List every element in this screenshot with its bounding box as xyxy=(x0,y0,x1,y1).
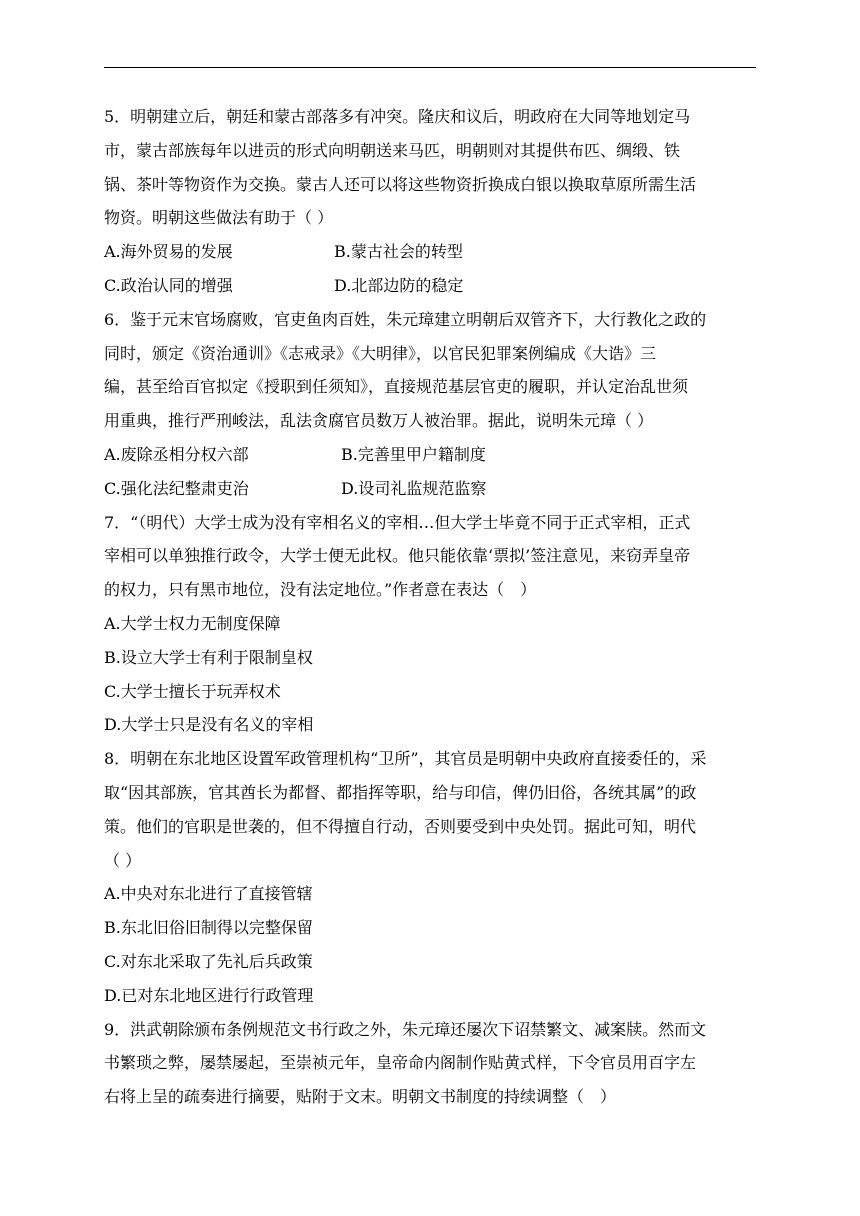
question-5-stem-line-4: 物资。明朝这些做法有助于（ ） xyxy=(104,208,334,228)
question-5-stem-line-1: 5．明朝建立后，朝廷和蒙古部落多有冲突。隆庆和议后，明政府在大同等地划定马 xyxy=(104,107,691,126)
question-6-option-d[interactable]: D.设司礼监规范监察 xyxy=(341,478,487,498)
question-5-option-c[interactable]: C.政治认同的增强 xyxy=(104,275,233,295)
question-7 xyxy=(104,506,756,743)
question-5-options-row-1 xyxy=(104,235,756,269)
question-6-options-row-2 xyxy=(104,472,756,506)
question-5-stem-line-3: 锅、茶叶等物资作为交换。蒙古人还可以将这些物资折换成白银以换取草原所需生活 xyxy=(104,174,697,194)
question-9 xyxy=(104,1013,756,1114)
question-5-option-b[interactable]: B.蒙古社会的转型 xyxy=(334,242,463,262)
question-5-stem-line-2: 市，蒙古部族每年以进贡的形式向明朝送来马匹，明朝则对其提供布匹、绸缎、铁 xyxy=(104,140,681,160)
question-6-stem-line-3: 编，甚至给百官拟定《授职到任须知》，直接规范基层官吏的履职，并认定治乱世须 xyxy=(104,377,689,397)
question-6-stem-line-4: 用重典，推行严刑峻法，乱法贪腐官员数万人被治罪。据此，说明朱元璋（ ） xyxy=(104,411,654,431)
question-7-stem-line-2: 宰相可以单独推行政令，大学士便无此权。他只能依靠‘票拟’签注意见，来窃弄皇帝 xyxy=(104,546,691,566)
question-6-stem-line-2: 同时，颁定《资治通训》《志戒录》《大明律》，以官民犯罪案例编成《大诰》三 xyxy=(104,343,657,363)
question-8-stem-line-1: 8．明朝在东北地区设置军政管理机构“卫所”，其官员是明朝中央政府直接委任的，采 xyxy=(104,749,707,769)
question-5-option-a[interactable]: A.海外贸易的发展 xyxy=(104,242,233,262)
question-8 xyxy=(104,742,756,1012)
question-6-option-c[interactable]: C.强化法纪整肃吏治 xyxy=(104,478,249,498)
question-7-option-d[interactable]: D.大学士只是没有名义的宰相 xyxy=(104,715,314,735)
question-8-stem-line-4: （ ） xyxy=(104,850,142,870)
question-8-stem-line-3: 策。他们的官职是世袭的，但不得擅自行动，否则要受到中央处罚。据此可知，明代 xyxy=(104,816,697,836)
question-9-stem-line-3: 右将上呈的疏奏进行摘要，贴附于文末。明朝文书制度的持续调整（ ） xyxy=(104,1087,617,1107)
question-6 xyxy=(104,303,756,506)
question-8-option-d[interactable]: D.已对东北地区进行行政管理 xyxy=(104,985,314,1005)
question-7-option-b[interactable]: B.设立大学士有利于限制皇权 xyxy=(104,647,313,667)
question-8-option-c[interactable]: C.对东北采取了先礼后兵政策 xyxy=(104,951,313,971)
question-5-option-d[interactable]: D.北部边防的稳定 xyxy=(334,275,464,295)
header-rule xyxy=(104,67,756,68)
question-5-options-row-2 xyxy=(104,269,756,303)
question-list xyxy=(104,100,756,1114)
question-8-stem-line-2: 取“因其部族，官其酋长为都督、都指挥等职，给与印信，俾仍旧俗，各统其属”的政 xyxy=(104,782,697,802)
question-6-options-row-1 xyxy=(104,438,756,472)
question-8-option-a[interactable]: A.中央对东北进行了直接管辖 xyxy=(104,884,313,904)
question-5 xyxy=(104,100,756,303)
question-7-stem-line-1: 7．“（明代）大学士成为没有宰相名义的宰相…但大学士毕竟不同于正式宰相，正式 xyxy=(104,512,691,532)
question-9-stem-line-1: 9．洪武朝除颁布条例规范文书行政之外，朱元璋还屡次下诏禁繁文、减案牍。然而文 xyxy=(104,1019,707,1039)
question-9-stem-line-2: 书繁琐之弊，屡禁屡起，至崇祯元年，皇帝命内阁制作贴黄式样，下令官员用百字左 xyxy=(104,1053,697,1073)
question-7-stem-line-3: 的权力，只有黑市地位，没有法定地位。”作者意在表达（ ） xyxy=(104,580,537,600)
question-6-option-a[interactable]: A.废除丞相分权六部 xyxy=(104,444,249,464)
question-7-option-c[interactable]: C.大学士擅长于玩弄权术 xyxy=(104,681,281,701)
question-8-option-b[interactable]: B.东北旧俗旧制得以完整保留 xyxy=(104,918,313,938)
question-6-option-b[interactable]: B.完善里甲户籍制度 xyxy=(341,444,486,464)
question-6-stem-line-1: 6．鉴于元末官场腐败，官吏鱼肉百姓，朱元璋建立明朝后双管齐下，大行教化之政的 xyxy=(104,309,707,329)
question-7-option-a[interactable]: A.大学士权力无制度保障 xyxy=(104,613,281,633)
